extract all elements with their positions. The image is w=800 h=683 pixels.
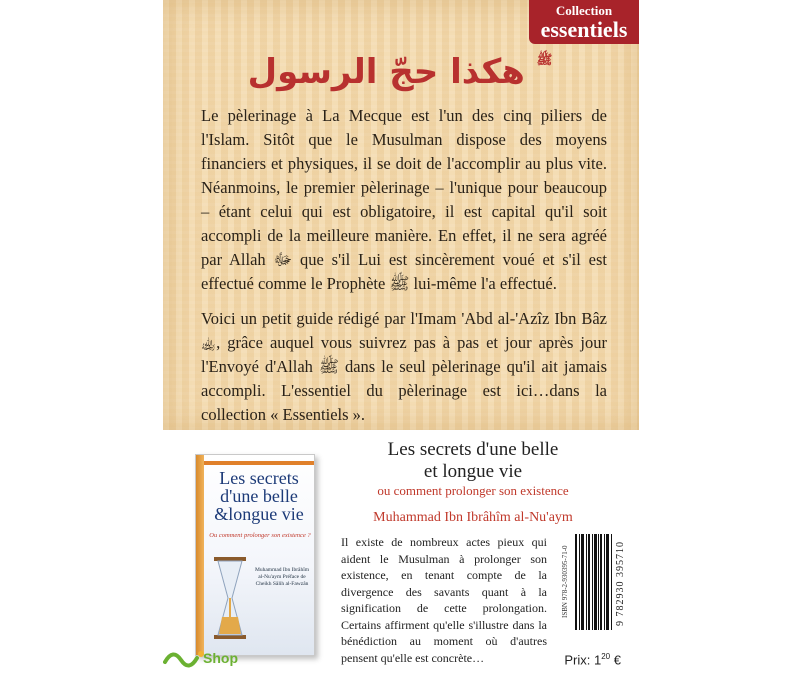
book-title-line-2: d'une belle <box>220 486 298 506</box>
price-currency: € <box>613 652 621 668</box>
book-title-line-1: Les secrets <box>219 468 299 488</box>
shop-swirl-icon <box>163 644 207 674</box>
book-title-line-3: &longue vie <box>214 504 304 524</box>
book-spine <box>196 455 204 655</box>
related-book-title <box>338 439 608 483</box>
related-book-subtitle: ou comment prolonger son existence <box>377 483 569 498</box>
price-euros: 1 <box>594 652 602 668</box>
book-cover-author: Muhammad Ibn Ibrâhîm al-Nu'aym Préface de Cheikh Sâlih al-Fawzân <box>254 567 310 587</box>
book-back-cover <box>163 0 639 683</box>
isbn-text: ISBN 978-2-930395-71-0 <box>561 545 569 619</box>
price-label <box>564 652 621 667</box>
book-cover-thumbnail <box>195 454 315 656</box>
top-panel <box>163 0 639 430</box>
price-prefix: Prix: <box>564 652 591 668</box>
arabic-title-text: هكذا حجّ الرسول <box>247 52 525 92</box>
related-book-description: Il existe de nombreux actes pieux qui aident le Musulman à prolonger son existence, en tenant compte de la divergence des savants quant à la signification de cette prolongation. Certains affirment qu'elle s'illustre dans la bénédiction au moment où d'autres pensent qu'elle est concrète… <box>341 535 547 665</box>
hourglass-icon <box>210 555 250 641</box>
description-paragraph-1: Le pèlerinage à La Mecque est l'un des cinq piliers de l'Islam. Sitôt que le Musulman dispose des moyens financiers et physiques, il se doit de l'accomplir au plus vite. Néanmoins, le premier pèlerinage – l'unique pour beaucoup – étant celui qui est obligatoire, il est capital qu'il soit accompli de la meilleure manière. En effet, il ne sera agréé par Allah ﷻ que s'il Lui est sincèrement voué et s'il est effectué comme le Prophète ﷺ lui-même l'a effectué. <box>201 106 607 293</box>
barcode-number: 9 782930 395710 <box>615 541 626 627</box>
book-ribbon <box>204 461 314 465</box>
book-cover-title <box>206 469 312 523</box>
related-title-line-2: et longue vie <box>423 461 523 482</box>
related-book-author: Muhammad Ibn Ibrâhîm al-Nu'aym <box>373 510 573 525</box>
collection-label: Collection <box>555 3 613 18</box>
collection-badge <box>529 0 639 44</box>
shop-logo <box>163 644 283 674</box>
honorific-calligraphy: ﷺ <box>536 53 553 68</box>
collection-name: essentiels <box>540 17 628 42</box>
related-title-line-1: Les secrets d'une belle <box>387 439 559 460</box>
book-cover-subtitle: Ou comment prolonger son existence ? <box>209 532 311 539</box>
price-cents: 20 <box>601 652 611 661</box>
description-paragraph-2: Voici un petit guide rédigé par l'Imam 'Abd al-'Azîz Ibn Bâz ﵀, grâce auquel vous suivrez pas à pas et jour après jour l'Envoyé d'Allah ﷺ dans le seul pèlerinage qu'il ait jamais accompli. L'essentiel du pèlerinage est ici…dans la collection « Essentiels ». <box>201 309 607 424</box>
shop-logo-text: Shop <box>203 650 238 666</box>
arabic-title <box>203 52 603 92</box>
